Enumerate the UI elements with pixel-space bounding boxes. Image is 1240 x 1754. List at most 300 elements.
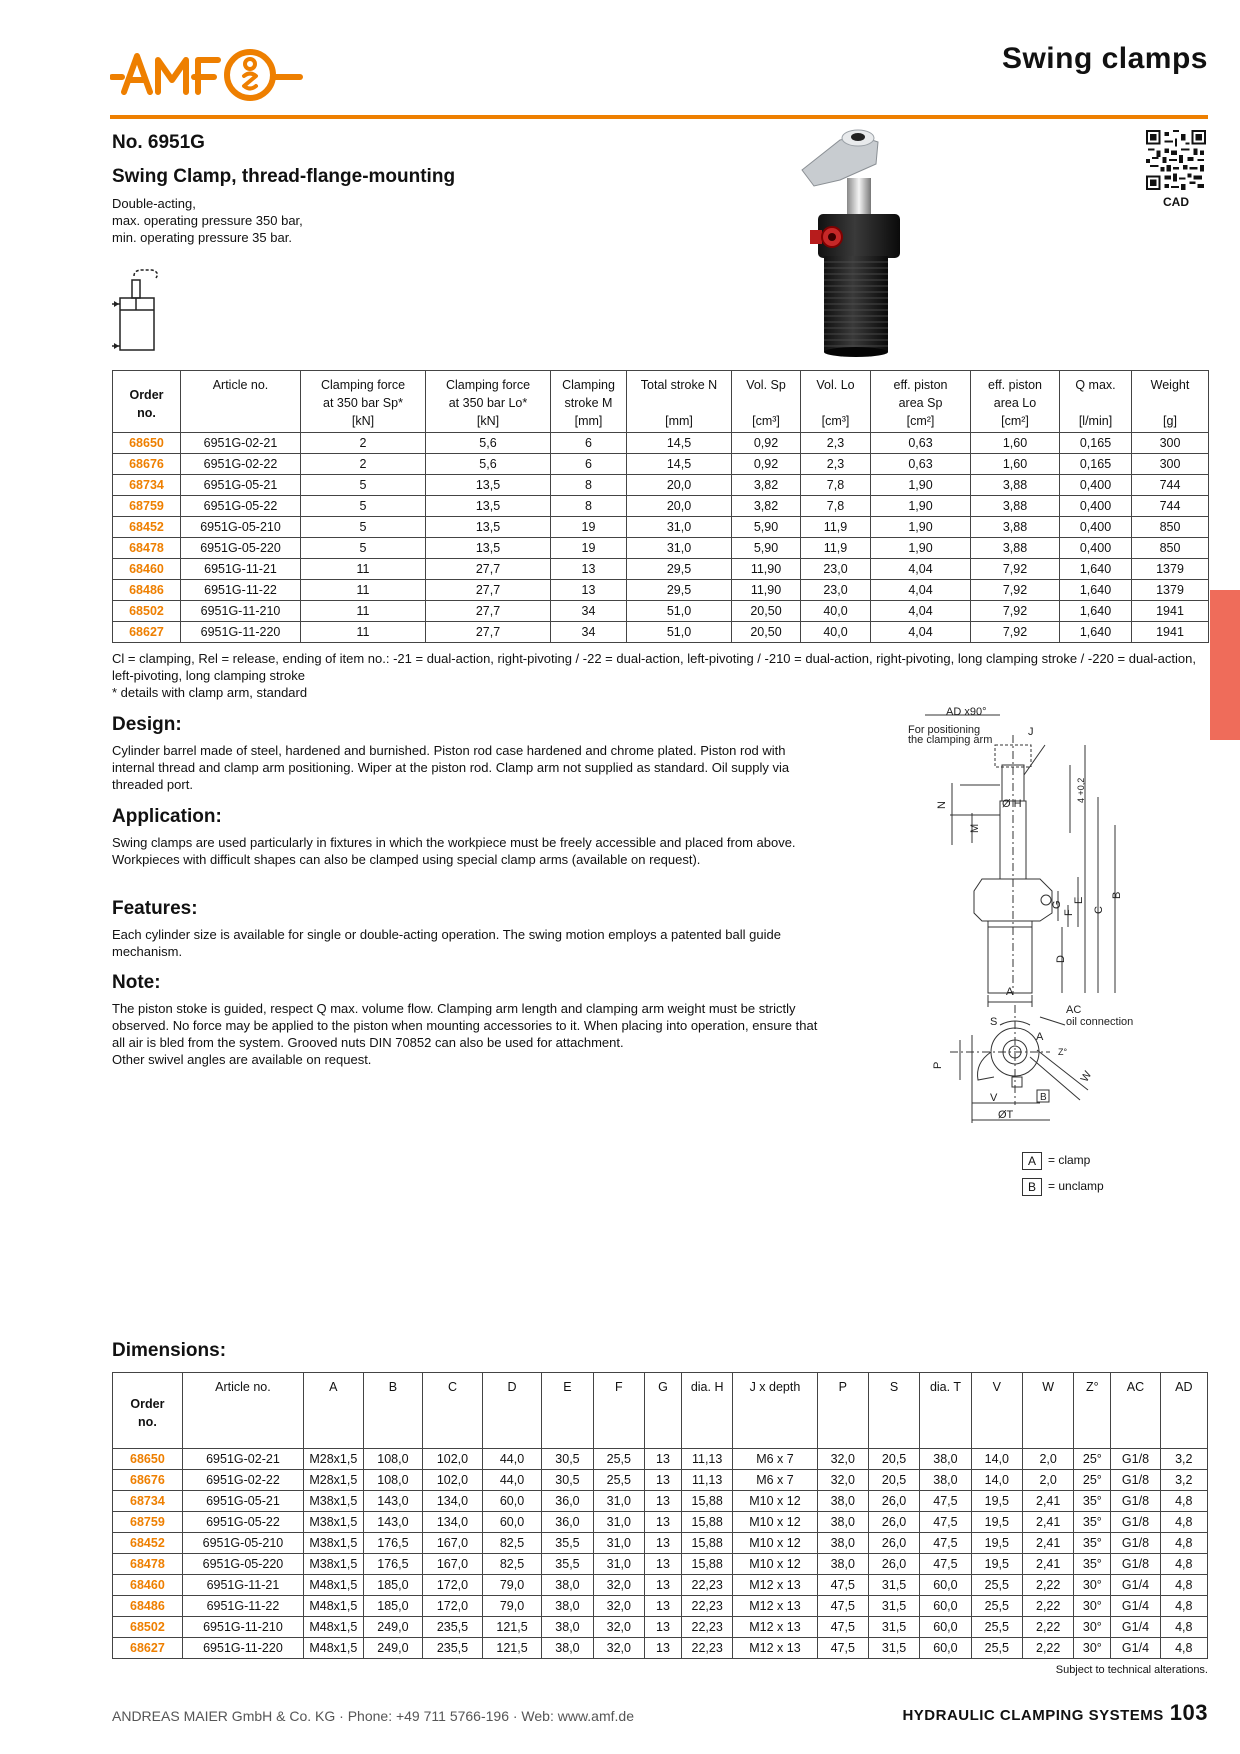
table-cell: 51,0	[627, 622, 732, 643]
table-cell: 44,0	[482, 1449, 542, 1470]
svg-text:N: N	[936, 801, 948, 809]
col-header: Z°	[1074, 1373, 1111, 1449]
legend-footnote: * details with clamp arm, standard	[112, 685, 308, 700]
col-header: C	[423, 1373, 483, 1449]
table-cell: 5,6	[426, 454, 551, 475]
table-cell: 6951G-11-21	[182, 1575, 303, 1596]
col-header: AC	[1111, 1373, 1160, 1449]
svg-text:V: V	[990, 1092, 998, 1104]
table-cell: M6 x 7	[733, 1470, 817, 1491]
dimensions-heading: Dimensions:	[112, 1340, 227, 1361]
table-cell: M10 x 12	[733, 1512, 817, 1533]
table-cell: 82,5	[482, 1533, 542, 1554]
table-cell: 6951G-05-21	[182, 1491, 303, 1512]
table-cell: M12 x 13	[733, 1596, 817, 1617]
table-cell: 5	[301, 517, 426, 538]
table-cell: 11	[301, 601, 426, 622]
table-cell: 30°	[1074, 1638, 1111, 1659]
table-cell: 4,8	[1160, 1512, 1207, 1533]
table-cell: 7,92	[971, 580, 1060, 601]
table-cell: G1/4	[1111, 1575, 1160, 1596]
table-header-row	[113, 1373, 1208, 1449]
table-cell: 6951G-11-210	[181, 601, 301, 622]
table-cell: 11,13	[681, 1470, 732, 1491]
table-cell: 4,8	[1160, 1638, 1207, 1659]
col-header-piston-area-lo: eff. piston area Lo [cm²]	[971, 371, 1060, 433]
table-cell: 0,165	[1060, 454, 1132, 475]
table-cell: 25°	[1074, 1470, 1111, 1491]
table-cell: M48x1,5	[304, 1617, 364, 1638]
svg-text:E: E	[1073, 896, 1085, 904]
order-number-cell[interactable]: 68478	[113, 1554, 183, 1575]
table-cell: 8	[551, 475, 627, 496]
legend-text-unclamp: = unclamp	[1048, 1179, 1104, 1193]
table-cell: 6951G-11-22	[181, 580, 301, 601]
table-cell: 27,7	[426, 622, 551, 643]
col-header: B	[363, 1373, 423, 1449]
table-cell: 19,5	[971, 1512, 1022, 1533]
table-cell: 3,88	[971, 496, 1060, 517]
col-header: AD	[1160, 1373, 1207, 1449]
table-cell: G1/8	[1111, 1470, 1160, 1491]
table-cell: 47,5	[817, 1575, 868, 1596]
order-number-cell[interactable]: 68627	[113, 1638, 183, 1659]
table-cell: 2	[301, 433, 426, 454]
table-cell: 185,0	[363, 1596, 423, 1617]
table-cell: 36,0	[542, 1512, 593, 1533]
table-row	[113, 1491, 1208, 1512]
table-cell: 143,0	[363, 1512, 423, 1533]
table-cell: 60,0	[920, 1575, 971, 1596]
svg-text:Z°: Z°	[1058, 1047, 1068, 1057]
table-cell: M38x1,5	[304, 1533, 364, 1554]
table-cell: 4,8	[1160, 1575, 1207, 1596]
table-cell: 32,0	[817, 1470, 868, 1491]
features-text: Each cylinder size is available for single or double-acting operation. The swing motion employs a patented ball guide mechanism.	[112, 927, 781, 959]
table-cell: 6951G-11-22	[182, 1596, 303, 1617]
table-cell: 4,8	[1160, 1554, 1207, 1575]
table-cell: 6951G-02-22	[181, 454, 301, 475]
table-cell: 20,0	[627, 496, 732, 517]
hydraulic-symbol-icon	[112, 268, 172, 360]
table-cell: 1,640	[1060, 580, 1132, 601]
table-cell: 167,0	[423, 1533, 483, 1554]
table-cell: 14,5	[627, 433, 732, 454]
table-cell: M10 x 12	[733, 1533, 817, 1554]
table-cell: 19,5	[971, 1533, 1022, 1554]
table-row	[113, 1512, 1208, 1533]
table-cell: 30,5	[542, 1449, 593, 1470]
table-cell: 6951G-05-22	[182, 1512, 303, 1533]
table-cell: 5	[301, 538, 426, 559]
table-cell: 38,0	[542, 1575, 593, 1596]
footer-company: ANDREAS MAIER GmbH & Co. KG · Phone: +49 711 5766-196 · Web: www.amf.de	[112, 1708, 634, 1724]
svg-text:AC: AC	[1066, 1004, 1082, 1016]
table-cell: 38,0	[542, 1596, 593, 1617]
table-cell: 1,90	[871, 517, 971, 538]
table-cell: 26,0	[868, 1554, 919, 1575]
table-cell: 31,5	[868, 1617, 919, 1638]
table-cell: 38,0	[817, 1554, 868, 1575]
table-cell: 5,6	[426, 433, 551, 454]
table-cell: 11,90	[732, 580, 801, 601]
table-cell: 23,0	[801, 559, 871, 580]
order-number-cell[interactable]: 68650	[113, 433, 181, 454]
table-cell: 6951G-02-21	[182, 1449, 303, 1470]
table-cell: 850	[1132, 517, 1209, 538]
table-cell: 102,0	[423, 1470, 483, 1491]
table-cell: 31,0	[627, 517, 732, 538]
table-cell: 3,88	[971, 475, 1060, 496]
table-cell: 134,0	[423, 1512, 483, 1533]
svg-text:W: W	[1078, 1069, 1095, 1085]
order-number-cell[interactable]: 68486	[113, 580, 181, 601]
table-cell: 20,50	[732, 622, 801, 643]
table-cell: 172,0	[423, 1575, 483, 1596]
table-row	[113, 1449, 1208, 1470]
table-cell: 13	[645, 1491, 682, 1512]
cad-qr-code[interactable]	[1146, 130, 1206, 190]
table-cell: 6951G-05-220	[181, 538, 301, 559]
table-cell: 0,63	[871, 454, 971, 475]
order-number-cell[interactable]: 68452	[113, 517, 181, 538]
table-cell: M12 x 13	[733, 1638, 817, 1659]
table-cell: 744	[1132, 496, 1209, 517]
table-cell: 35°	[1074, 1512, 1111, 1533]
table-cell: 38,0	[542, 1638, 593, 1659]
table-cell: 47,5	[817, 1596, 868, 1617]
order-number-cell[interactable]: 68676	[113, 1470, 183, 1491]
svg-text:ØT: ØT	[998, 1109, 1014, 1121]
table-cell: G1/8	[1111, 1449, 1160, 1470]
table-cell: 121,5	[482, 1617, 542, 1638]
table-cell: 31,0	[593, 1491, 644, 1512]
table-cell: 15,88	[681, 1554, 732, 1575]
legend-text-clamp: = clamp	[1048, 1153, 1091, 1167]
table-cell: M6 x 7	[733, 1449, 817, 1470]
table-cell: 3,88	[971, 517, 1060, 538]
table-cell: 3,2	[1160, 1470, 1207, 1491]
table-cell: 249,0	[363, 1638, 423, 1659]
table-cell: 1,60	[971, 454, 1060, 475]
table-cell: 19,5	[971, 1554, 1022, 1575]
table-cell: 25,5	[593, 1449, 644, 1470]
col-header: Article no.	[182, 1373, 303, 1449]
table-cell: M38x1,5	[304, 1512, 364, 1533]
table-cell: 26,0	[868, 1491, 919, 1512]
table-cell: 38,0	[920, 1449, 971, 1470]
order-number-cell[interactable]: 68502	[113, 1617, 183, 1638]
table-cell: 7,92	[971, 622, 1060, 643]
table-cell: 2,41	[1023, 1554, 1074, 1575]
table-cell: 31,5	[868, 1638, 919, 1659]
table-cell: 6951G-02-21	[181, 433, 301, 454]
col-header-weight: Weight [g]	[1132, 371, 1209, 433]
col-header-q-max: Q max. [l/min]	[1060, 371, 1132, 433]
table-cell: 60,0	[482, 1512, 542, 1533]
table-cell: G1/4	[1111, 1638, 1160, 1659]
order-number-cell[interactable]: 68460	[113, 559, 181, 580]
amf-logo	[110, 40, 305, 104]
table-row	[113, 1575, 1208, 1596]
alterations-note: Subject to technical alterations.	[1055, 1664, 1208, 1676]
table-cell: 1,90	[871, 475, 971, 496]
side-tab	[1210, 590, 1240, 740]
table-cell: 2,22	[1023, 1596, 1074, 1617]
col-header: G	[645, 1373, 682, 1449]
order-number-cell[interactable]: 68734	[113, 475, 181, 496]
table-cell: 5	[301, 475, 426, 496]
table-cell: 6951G-11-21	[181, 559, 301, 580]
table-cell: 29,5	[627, 580, 732, 601]
table-cell: 36,0	[542, 1491, 593, 1512]
svg-text:G: G	[1051, 900, 1063, 909]
table-cell: 3,2	[1160, 1449, 1207, 1470]
table-cell: 32,0	[593, 1596, 644, 1617]
order-number-cell[interactable]: 68452	[113, 1533, 183, 1554]
table-cell: 4,8	[1160, 1617, 1207, 1638]
table-cell: 3,82	[732, 496, 801, 517]
svg-text:P: P	[932, 1061, 944, 1069]
svg-text:Ø H: Ø H	[1002, 798, 1022, 810]
table-cell: 22,23	[681, 1617, 732, 1638]
table-cell: M48x1,5	[304, 1575, 364, 1596]
col-header-vol-lo: Vol. Lo [cm³]	[801, 371, 871, 433]
order-number-cell[interactable]: 68460	[113, 1575, 183, 1596]
table-cell: 2,0	[1023, 1470, 1074, 1491]
table-cell: G1/8	[1111, 1512, 1160, 1533]
col-header-total-stroke: Total stroke N [mm]	[627, 371, 732, 433]
table-cell: 176,5	[363, 1533, 423, 1554]
table-cell: 13,5	[426, 538, 551, 559]
table-cell: 6951G-05-220	[182, 1554, 303, 1575]
cad-label: CAD	[1163, 195, 1189, 209]
order-number-cell[interactable]: 68478	[113, 538, 181, 559]
table-cell: 2,3	[801, 454, 871, 475]
table-cell: 14,0	[971, 1470, 1022, 1491]
svg-text:M: M	[969, 823, 981, 833]
table-cell: 11,90	[732, 559, 801, 580]
table-cell: 108,0	[363, 1470, 423, 1491]
page-number: 103	[1169, 1700, 1208, 1725]
order-number-cell[interactable]: 68676	[113, 454, 181, 475]
table-row	[113, 1554, 1208, 1575]
svg-text:the clamping arm: the clamping arm	[908, 734, 993, 746]
table-cell: 7,92	[971, 559, 1060, 580]
order-number-cell[interactable]: 68759	[113, 1512, 183, 1533]
table-cell: 5,90	[732, 538, 801, 559]
table-cell: 60,0	[920, 1638, 971, 1659]
table-cell: 51,0	[627, 601, 732, 622]
table-cell: 25,5	[971, 1617, 1022, 1638]
col-header: S	[868, 1373, 919, 1449]
table-cell: M28x1,5	[304, 1470, 364, 1491]
table-cell: 30°	[1074, 1575, 1111, 1596]
table-cell: 121,5	[482, 1638, 542, 1659]
table-cell: 235,5	[423, 1617, 483, 1638]
table-cell: 11	[301, 622, 426, 643]
table-cell: 20,50	[732, 601, 801, 622]
table-cell: 0,92	[732, 433, 801, 454]
table-cell: 23,0	[801, 580, 871, 601]
svg-text:A: A	[1006, 986, 1014, 998]
table-cell: 44,0	[482, 1470, 542, 1491]
table-cell: G1/4	[1111, 1617, 1160, 1638]
table-cell: 185,0	[363, 1575, 423, 1596]
table-cell: 6951G-11-220	[182, 1638, 303, 1659]
table-cell: 32,0	[593, 1638, 644, 1659]
table-cell: 27,7	[426, 580, 551, 601]
table-cell: 0,400	[1060, 538, 1132, 559]
table-cell: 300	[1132, 454, 1209, 475]
table-cell: 13	[551, 580, 627, 601]
order-number-cell[interactable]: 68759	[113, 496, 181, 517]
table-cell: 20,5	[868, 1470, 919, 1491]
table-cell: 60,0	[920, 1596, 971, 1617]
table-cell: 3,88	[971, 538, 1060, 559]
table-cell: 79,0	[482, 1596, 542, 1617]
page-title: Swing clamps	[1001, 42, 1208, 75]
table-cell: 5	[301, 496, 426, 517]
table-cell: 14,5	[627, 454, 732, 475]
note-heading: Note:	[112, 972, 161, 993]
table-cell: 6951G-05-21	[181, 475, 301, 496]
table-cell: 2	[301, 454, 426, 475]
order-number-cell[interactable]: 68627	[113, 622, 181, 643]
performance-table	[112, 370, 1209, 643]
table-cell: 13	[551, 559, 627, 580]
table-cell: 172,0	[423, 1596, 483, 1617]
order-number-cell[interactable]: 68502	[113, 601, 181, 622]
table-cell: 3,82	[732, 475, 801, 496]
table-cell: 27,7	[426, 559, 551, 580]
order-number-cell[interactable]: 68734	[113, 1491, 183, 1512]
table-cell: 4,04	[871, 559, 971, 580]
table-cell: 2,22	[1023, 1638, 1074, 1659]
design-heading: Design:	[112, 714, 182, 735]
table-cell: 1,640	[1060, 559, 1132, 580]
table-cell: 34	[551, 622, 627, 643]
table-cell: 13	[645, 1554, 682, 1575]
table-cell: 4,04	[871, 580, 971, 601]
table-cell: 20,5	[868, 1449, 919, 1470]
table-cell: 249,0	[363, 1617, 423, 1638]
table-cell: M38x1,5	[304, 1554, 364, 1575]
product-specs	[112, 195, 303, 246]
table-cell: 13	[645, 1449, 682, 1470]
table-cell: 22,23	[681, 1638, 732, 1659]
table-cell: 8	[551, 496, 627, 517]
table-cell: 235,5	[423, 1638, 483, 1659]
table-cell: 2,41	[1023, 1533, 1074, 1554]
table-cell: M48x1,5	[304, 1638, 364, 1659]
spec-line: min. operating pressure 35 bar.	[112, 230, 292, 245]
table-cell: M28x1,5	[304, 1449, 364, 1470]
table-cell: 35,5	[542, 1554, 593, 1575]
table-cell: 4,8	[1160, 1533, 1207, 1554]
table-cell: 30°	[1074, 1617, 1111, 1638]
table-cell: 79,0	[482, 1575, 542, 1596]
table-row	[113, 1596, 1208, 1617]
product-number: No. 6951G	[112, 132, 205, 153]
table-cell: 60,0	[482, 1491, 542, 1512]
svg-text:4 +0,2: 4 +0,2	[1076, 777, 1086, 803]
table-cell: 13	[645, 1638, 682, 1659]
svg-text:For positioning: For positioning	[908, 724, 981, 736]
table-cell: 22,23	[681, 1596, 732, 1617]
table-cell: M10 x 12	[733, 1491, 817, 1512]
order-number-cell[interactable]: 68650	[113, 1449, 183, 1470]
design-text: Cylinder barrel made of steel, hardened and burnished. Piston rod case hardened and chrome plated. Piston rod with internal thread and clamp arm positioning. Wiper at the piston rod. Clamp arm not supplied as standard. Oil supply via threaded port.	[112, 743, 790, 792]
table-cell: 15,88	[681, 1491, 732, 1512]
table-cell: 31,5	[868, 1575, 919, 1596]
table-cell: 26,0	[868, 1533, 919, 1554]
svg-text:J: J	[1028, 726, 1034, 738]
col-header-article-no: Article no.	[181, 371, 301, 433]
table-cell: 143,0	[363, 1491, 423, 1512]
table-cell: 31,5	[868, 1596, 919, 1617]
table-cell: 11	[301, 559, 426, 580]
table-cell: 1379	[1132, 580, 1209, 601]
table-cell: 13	[645, 1617, 682, 1638]
col-header: W	[1023, 1373, 1074, 1449]
table-cell: 26,0	[868, 1512, 919, 1533]
svg-text:A: A	[1036, 1031, 1044, 1043]
table-cell: 20,0	[627, 475, 732, 496]
table-cell: 38,0	[817, 1491, 868, 1512]
table-cell: 6951G-05-210	[181, 517, 301, 538]
table-cell: 1,90	[871, 496, 971, 517]
table-cell: 30°	[1074, 1596, 1111, 1617]
col-header: Order no.	[113, 1373, 183, 1449]
col-header: A	[304, 1373, 364, 1449]
table-cell: 134,0	[423, 1491, 483, 1512]
table-row	[113, 1470, 1208, 1491]
table-cell: G1/8	[1111, 1491, 1160, 1512]
table-cell: G1/4	[1111, 1596, 1160, 1617]
svg-text:D: D	[1055, 955, 1067, 963]
table-row	[113, 580, 1209, 601]
svg-text:AD x90°: AD x90°	[946, 706, 987, 718]
table-cell: M12 x 13	[733, 1617, 817, 1638]
table-cell: 31,0	[593, 1554, 644, 1575]
table-cell: 34	[551, 601, 627, 622]
table-cell: 11,9	[801, 538, 871, 559]
table-cell: 38,0	[542, 1617, 593, 1638]
legend-endings: Cl = clamping, Rel = release, ending of item no.: -21 = dual-action, right-pivoting / -22 = dual-action, left-pivoting / -210 = dual-action, right-pivoting, long clamping stroke / -220 = dual-action, left-pivoting, long clamping stroke	[112, 651, 1196, 683]
table-cell: 11	[301, 580, 426, 601]
table-cell: M38x1,5	[304, 1491, 364, 1512]
table-cell: 6951G-11-210	[182, 1617, 303, 1638]
table-cell: 15,88	[681, 1533, 732, 1554]
table-cell: 35,5	[542, 1533, 593, 1554]
legend-key-b: B	[1022, 1178, 1042, 1196]
col-header: V	[971, 1373, 1022, 1449]
dimensions-table	[112, 1372, 1208, 1659]
svg-text:B: B	[1040, 1092, 1047, 1103]
table-row	[113, 517, 1209, 538]
table-cell: 13	[645, 1470, 682, 1491]
table-cell: 47,5	[920, 1491, 971, 1512]
table-cell: 14,0	[971, 1449, 1022, 1470]
table-cell: 13,5	[426, 496, 551, 517]
table-cell: 6	[551, 433, 627, 454]
order-number-cell[interactable]: 68486	[113, 1596, 183, 1617]
table-row	[113, 496, 1209, 517]
col-header: E	[542, 1373, 593, 1449]
table-cell: 6951G-02-22	[182, 1470, 303, 1491]
col-header-piston-area-sp: eff. piston area Sp [cm²]	[871, 371, 971, 433]
